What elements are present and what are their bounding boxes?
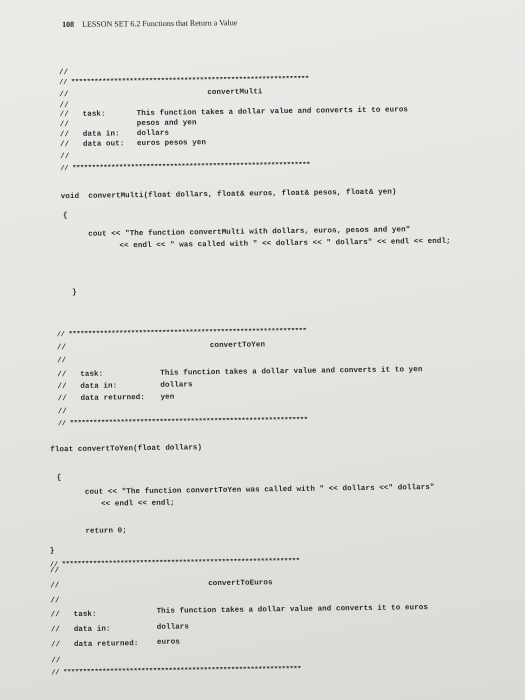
- comment-line: //: [59, 91, 69, 100]
- data-out-label: // data out:: [59, 140, 125, 150]
- task-label: // task:: [59, 110, 106, 120]
- function-signature: void convertMulti(float dollars, float& euros, float& pesos, float& yen): [60, 188, 397, 202]
- running-title: LESSON SET 6.2 Functions that Return a Value: [81, 18, 238, 29]
- open-brace: {: [62, 212, 68, 221]
- comment-line: //: [59, 102, 69, 111]
- comment-line: //: [50, 597, 60, 606]
- code-line: << endl << " was called with " << dollars << " dollars" << endl << endl;: [119, 237, 451, 251]
- comment-stars: // *************************************************************: [49, 557, 300, 570]
- comment-line: //: [49, 567, 60, 576]
- code-line: << endl << endl;: [100, 499, 175, 509]
- task-text: This function takes a dollar value and converts it to euros: [136, 106, 409, 119]
- task-label: // task:: [57, 370, 104, 380]
- data-in-value: dollars: [160, 381, 193, 390]
- data-returned-label: // data returned:: [57, 394, 146, 404]
- data-returned-value: yen: [160, 393, 175, 402]
- comment-stars: // *************************************************************: [57, 416, 308, 429]
- function-signature: float convertToYen(float dollars): [50, 444, 203, 455]
- comment-stars: // *************************************************************: [60, 161, 311, 174]
- comment-line: //: [51, 657, 61, 666]
- data-out-value: euros pesos yen: [136, 139, 207, 149]
- data-in-label: // data in:: [50, 625, 111, 635]
- data-returned-value: euros: [156, 638, 181, 647]
- data-in-value: dollars: [136, 129, 170, 139]
- code-line: cout << "The function convertToYen was called with " << dollars <<" dollars": [84, 483, 435, 497]
- page-header: [62, 18, 237, 29]
- comment-line: //: [59, 121, 70, 130]
- page-number: 108: [62, 19, 75, 29]
- data-in-value: dollars: [156, 623, 190, 632]
- task-text: This function takes a dollar value and converts it to euros: [156, 604, 429, 616]
- code-line: cout << "The function convertMulti with dollars, euros, pesos and yen": [88, 226, 411, 239]
- task-text-continued: pesos and yen: [136, 119, 197, 129]
- comment-stars: // *************************************************************: [56, 327, 307, 340]
- function-name-heading: convertMulti: [207, 88, 263, 98]
- comment-line: //: [58, 69, 69, 78]
- function-name-heading: convertToEuros: [208, 579, 273, 589]
- comment-line: //: [56, 357, 67, 366]
- close-brace: }: [49, 547, 55, 556]
- task-label: // task:: [50, 610, 97, 620]
- data-in-label: // data in:: [59, 130, 120, 140]
- comment-line: //: [50, 582, 60, 591]
- open-brace: {: [56, 474, 62, 483]
- comment-line: //: [56, 344, 67, 353]
- comment-stars: // *************************************************************: [59, 75, 309, 88]
- code-line: return 0;: [85, 527, 127, 536]
- function-name-heading: convertToYen: [209, 341, 266, 351]
- comment-line: //: [57, 408, 68, 417]
- comment-line: //: [60, 153, 70, 162]
- data-in-label: // data in:: [57, 382, 118, 392]
- comment-stars: // *************************************************************: [51, 665, 302, 678]
- task-text: This function takes a dollar value and converts it to yen: [160, 366, 423, 378]
- close-brace: }: [72, 288, 77, 298]
- data-returned-label: // data returned:: [50, 640, 139, 650]
